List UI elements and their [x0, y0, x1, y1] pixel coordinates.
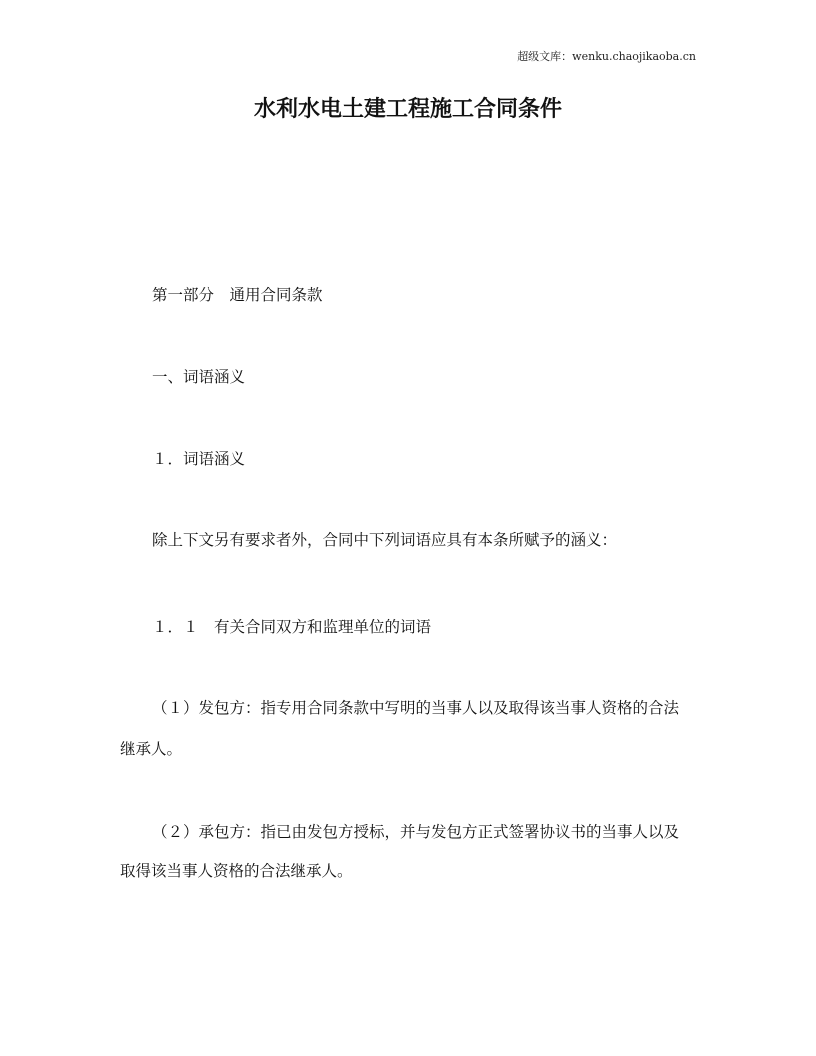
section-heading: 一、词语涵义 [152, 368, 246, 386]
document-title: 水利水电土建工程施工合同条件 [253, 97, 562, 122]
page-header-source: 超级文库：wenku.chaojikaoba.cn [517, 50, 696, 63]
item-2-line-1: （２）承包方：指已由发包方授标，并与发包方正式签署协议书的当事人以及 [152, 823, 680, 841]
item-1-line-2: 继承人。 [120, 740, 183, 758]
part-heading: 第一部分 通用合同条款 [152, 286, 323, 304]
intro-paragraph: 除上下文另有要求者外，合同中下列词语应具有本条所赋予的涵义： [152, 531, 618, 549]
item-1-line-1: （１）发包方：指专用合同条款中写明的当事人以及取得该当事人资格的合法 [152, 699, 680, 717]
subclause-heading: １．１ 有关合同双方和监理单位的词语 [152, 618, 432, 636]
clause-heading: １．词语涵义 [152, 450, 246, 468]
item-2-line-2: 取得该当事人资格的合法继承人。 [120, 862, 353, 880]
